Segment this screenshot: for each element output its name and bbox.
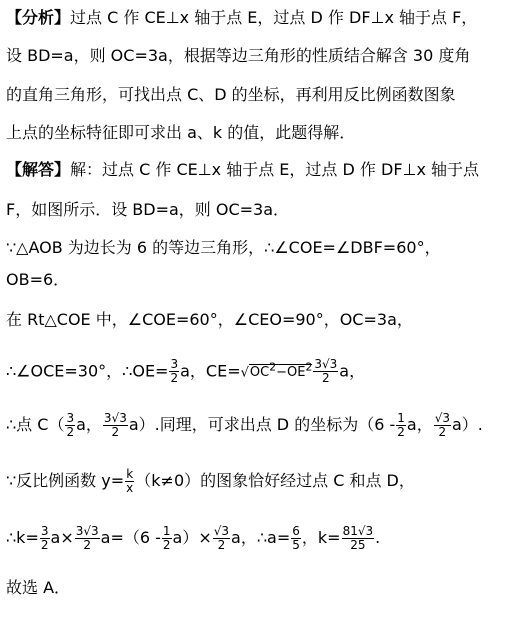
- text: ∴∠OCE=30°，∴OE=: [6, 361, 169, 381]
- num: 1: [397, 411, 405, 425]
- num: 3√3: [103, 411, 127, 425]
- fraction: [396, 412, 406, 439]
- num: 1: [162, 524, 171, 538]
- den: 2: [162, 538, 171, 552]
- a: a: [180, 361, 190, 381]
- analysis-text-2: 设 BD=a，则 OC=3a，根据等边三角形的性质结合解含 30 度角: [6, 46, 471, 65]
- dot: .: [375, 528, 381, 547]
- solution-line-8: [6, 468, 415, 495]
- solution-text-4: OB=6．: [6, 270, 70, 289]
- den: 2: [397, 425, 405, 439]
- num: 3: [40, 524, 49, 538]
- text: a=（6 -: [100, 528, 161, 547]
- den: 2: [40, 538, 49, 552]
- text: a，: [76, 415, 102, 434]
- den: 2: [170, 371, 179, 386]
- text: a，: [339, 361, 366, 381]
- oc: OC: [249, 365, 270, 381]
- oe: OE: [287, 365, 306, 381]
- fraction-3sqrt3-2: [313, 358, 338, 385]
- den: x: [126, 481, 134, 495]
- text: ∴k=: [6, 528, 39, 547]
- fraction-k-x: [125, 468, 134, 495]
- solution-line-6: [6, 358, 365, 385]
- text: ，CE=: [189, 361, 241, 381]
- solution-line-4: [6, 270, 69, 290]
- num: k: [126, 467, 134, 481]
- solution-text-5: 在 Rt△COE 中，∠COE=60°，∠CEO=90°，OC=3a，: [6, 310, 413, 329]
- solution-line-3: [6, 238, 441, 258]
- fraction: [342, 525, 375, 552]
- analysis-line-3: [6, 85, 456, 105]
- num: 3: [170, 357, 179, 372]
- fraction: [75, 525, 100, 552]
- answer: 故选 A．: [6, 578, 71, 597]
- solution-line-7: [6, 412, 483, 439]
- den: 2: [213, 538, 230, 552]
- sup: 2: [269, 361, 277, 374]
- text: a，∴a=: [231, 528, 291, 547]
- solution-tag: 【解答】: [6, 160, 71, 179]
- text: a，: [406, 415, 433, 434]
- solution-text-3: ∵△AOB 为边长为 6 的等边三角形，∴∠COE=∠DBF=60°，: [6, 238, 441, 257]
- den: 2: [75, 538, 100, 552]
- analysis-line-4: [6, 123, 355, 143]
- text: a）.同理，可求出点 D 的坐标为（6 -: [128, 415, 396, 434]
- analysis-line-2: [6, 46, 470, 66]
- text: ，k=: [301, 528, 341, 547]
- den: 2: [66, 425, 75, 439]
- text: a）×: [172, 528, 212, 547]
- fraction: [162, 525, 172, 552]
- analysis-text-1: 过点 C 作 CE⊥x 轴于点 E，过点 D 作 DF⊥x 轴于点 F，: [70, 8, 478, 27]
- den: 2: [434, 425, 451, 439]
- text: ∴点 C（: [6, 415, 65, 434]
- text: （k≠0）的图象恰好经过点 C 和点 D，: [135, 471, 415, 490]
- analysis-text-4: 上点的坐标特征即可求出 a、k 的值，此题得解．: [6, 123, 356, 142]
- a: a: [50, 528, 61, 547]
- num: 81√3: [342, 524, 374, 538]
- text: ∵反比例函数 y=: [6, 471, 125, 490]
- analysis-text-3: 的直角三角形，可找出点 C、D 的坐标，再利用反比例函数图象: [6, 85, 456, 104]
- num: 3√3: [314, 357, 338, 372]
- num: √3: [434, 411, 450, 425]
- fraction: [434, 412, 451, 439]
- solution-line-9: [6, 525, 380, 552]
- minus: −: [276, 365, 288, 381]
- solution-line-2: [6, 200, 289, 220]
- den: 2: [313, 371, 338, 385]
- text: a）.: [452, 415, 483, 434]
- analysis-line-1: [6, 8, 477, 28]
- fraction: [103, 412, 128, 439]
- solution-line-1: [6, 160, 479, 180]
- num: 3: [66, 411, 75, 425]
- solution-line-5: [6, 310, 413, 330]
- den: 5: [292, 538, 300, 552]
- sqrt-expression: $√OC^2-OE^2$: [240, 361, 313, 381]
- sup: 2: [305, 361, 313, 374]
- num: 6: [292, 524, 300, 538]
- radicand: [249, 361, 313, 381]
- solution-text-1: 解：过点 C 作 CE⊥x 轴于点 E，过点 D 作 DF⊥x 轴于点: [70, 160, 480, 179]
- fraction: [40, 525, 50, 552]
- den: 25: [342, 538, 375, 552]
- num: 3√3: [75, 524, 99, 538]
- fraction-3-2: [169, 358, 179, 385]
- times: ×: [60, 528, 74, 547]
- fraction: [213, 525, 230, 552]
- fraction: [65, 412, 75, 439]
- solution-text-2: F，如图所示．设 BD=a，则 OC=3a．: [6, 200, 290, 219]
- den: 2: [103, 425, 128, 439]
- analysis-tag: 【分析】: [6, 8, 71, 27]
- num: √3: [213, 524, 230, 538]
- fraction: [291, 525, 301, 552]
- solution-line-10: [6, 578, 70, 598]
